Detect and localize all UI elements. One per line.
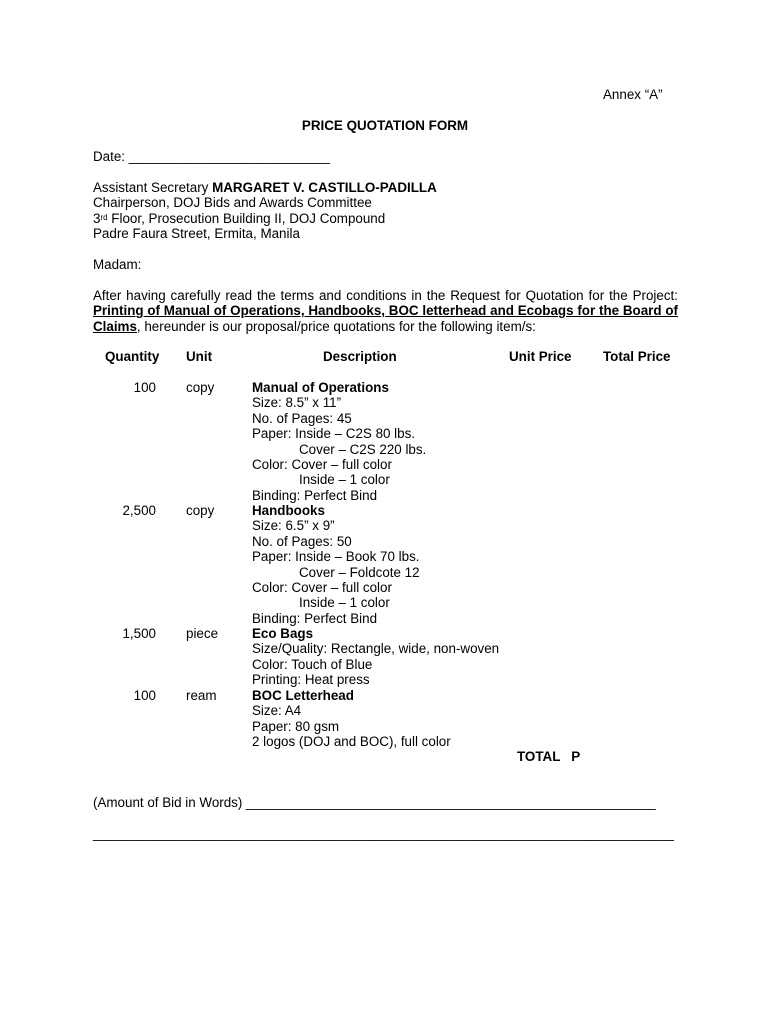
addressee-line-3: 3rd Floor, Prosecution Building II, DOJ Compound <box>93 210 386 226</box>
addressee-line-2: Chairperson, DOJ Bids and Awards Committee <box>93 195 372 211</box>
spec-line: Color: Touch of Blue <box>252 656 373 672</box>
header-quantity: Quantity <box>105 349 160 364</box>
project-name: Printing of Manual of Operations, Handbooks, BOC letterhead and Ecobags for the Board of Claims <box>93 303 678 334</box>
row-quantity: 2,500 <box>122 503 156 518</box>
row-unit: ream <box>186 688 217 703</box>
spec-line: Inside – 1 color <box>299 595 390 611</box>
amount-in-words-field[interactable]: (Amount of Bid in Words) _______________________________________________________ <box>93 795 656 810</box>
spec-line: Cover – Foldcote 12 <box>299 564 420 580</box>
item-title: Handbooks <box>252 503 325 518</box>
salutation: Madam: <box>93 257 142 272</box>
header-unit: Unit <box>186 349 213 364</box>
annex-label: Annex “A” <box>603 87 663 102</box>
spec-line: No. of Pages: 45 <box>252 410 352 426</box>
total-label: TOTAL P <box>517 749 581 764</box>
spec-line: Printing: Heat press <box>252 672 370 688</box>
spec-line: Binding: Perfect Bind <box>252 610 378 626</box>
spec-line: Color: Cover – full color <box>252 580 392 596</box>
amount-in-words-line-2[interactable]: ______________________________________________________________________________ <box>93 826 674 841</box>
addressee-line-1: Assistant Secretary MARGARET V. CASTILLO-PADILLA <box>93 180 437 195</box>
date-field: Date: ___________________________ <box>93 149 330 164</box>
item-title: Manual of Operations <box>252 380 389 395</box>
row-quantity: 100 <box>133 380 156 395</box>
row-unit: piece <box>186 626 219 641</box>
spec-line: No. of Pages: 50 <box>252 533 352 549</box>
addressee-block <box>93 180 437 242</box>
row-unit: copy <box>186 503 215 518</box>
row-description <box>252 503 420 626</box>
item-title: BOC Letterhead <box>252 688 354 703</box>
spec-line: Color: Cover – full color <box>252 457 392 473</box>
header-description: Description <box>323 349 397 364</box>
spec-line: 2 logos (DOJ and BOC), full color <box>252 734 451 750</box>
row-quantity: 100 <box>133 688 156 703</box>
spec-line: Binding: Perfect Bind <box>252 487 378 503</box>
addressee-line-4: Padre Faura Street, Ermita, Manila <box>93 226 300 242</box>
row-unit: copy <box>186 380 215 395</box>
row-description <box>252 688 451 750</box>
spec-line: Paper: Inside – Book 70 lbs. <box>252 549 420 565</box>
spec-line: Paper: 80 gsm <box>252 718 340 734</box>
header-total-price: Total Price <box>603 349 671 364</box>
spec-line: Size: 6.5” x 9” <box>252 518 335 534</box>
item-title: Eco Bags <box>252 626 314 641</box>
row-quantity: 1,500 <box>122 626 156 641</box>
spec-line: Inside – 1 color <box>299 472 390 488</box>
row-description <box>252 626 499 688</box>
intro-paragraph: After having carefully read the terms and conditions in the Request for Quotation for the Project: Printing of Manual of Operations, Handbooks, BOC letterhead and Ecobags for the Board of Claims, hereunder is our proposal/price quotations for the following item/s: <box>93 288 678 334</box>
addressee-name: MARGARET V. CASTILLO-PADILLA <box>212 180 437 195</box>
spec-line: Size: 8.5” x 11” <box>252 395 342 411</box>
form-title: PRICE QUOTATION FORM <box>301 118 469 133</box>
row-description <box>252 380 426 503</box>
spec-line: Paper: Inside – C2S 80 lbs. <box>252 426 416 442</box>
header-unit-price: Unit Price <box>509 349 572 364</box>
spec-line: Size: A4 <box>252 703 302 719</box>
spec-line: Cover – C2S 220 lbs. <box>299 441 427 457</box>
spec-line: Size/Quality: Rectangle, wide, non-woven <box>252 641 500 657</box>
